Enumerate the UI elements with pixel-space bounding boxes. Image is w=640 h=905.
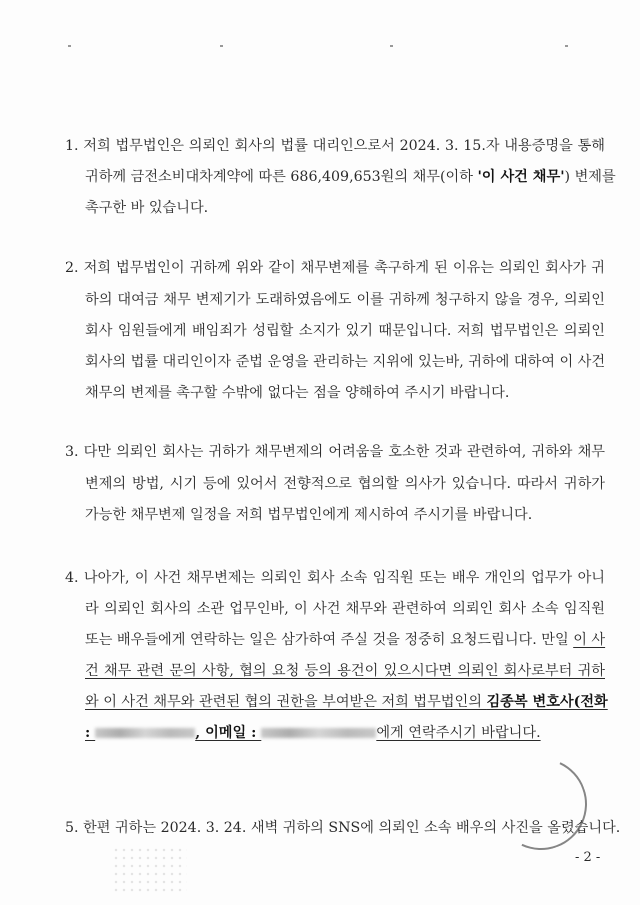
text: 귀하께 금전소비대차계약에 따른 686,409,653원의 채무(이하 (85, 169, 478, 185)
para-1-line: 1. 저희 법무법인은 의뢰인 회사의 법률 대리인으로서 2024. 3. 15.자 내용증명을 통해 (65, 138, 605, 154)
para-5-line: 5. 한편 귀하는 2024. 3. 24. 새벽 귀하의 SNS에 의뢰인 소속 배우의 사진을 올렸습니다. (65, 820, 621, 836)
scan-marks (60, 45, 580, 49)
para-4-line (85, 692, 608, 712)
lawyer-name: 김종복 변호사(전화 (486, 694, 608, 710)
para-1-line (85, 167, 616, 187)
colon: : (85, 725, 96, 741)
para-2-line: 2. 저희 법무법인이 귀하께 위와 같이 채무변제를 촉구하게 된 이유는 의뢰인 회사가 귀 (65, 260, 605, 276)
para-2-line: 회사 임원들에게 배임죄가 성립할 소지가 있기 때문입니다. 저희 법무법인은 의뢰인 (85, 323, 605, 339)
para-2-line: 회사의 법률 대리인이자 준법 운영을 관리하는 지위에 있는바, 귀하에 대하여 이 사건 (85, 354, 606, 370)
underlined-text: 이 사 (573, 632, 606, 648)
para-4-line: 라 의뢰인 회사의 소관 업무인바, 이 사건 채무와 관련하여 의뢰인 회사 소속 임직원 (85, 601, 605, 617)
text: 에게 연락주시기 바랍니다. (376, 725, 541, 741)
para-3-line: 변제의 방법, 시기 등에 있어서 전향적으로 협의할 의사가 있습니다. 따라서 귀하가 (85, 476, 605, 492)
para-4-line: 4. 나아가, 이 사건 채무변제는 의뢰인 회사 소속 임직원 또는 배우 개인의 업무가 아니 (65, 570, 605, 586)
seal-stamp (482, 745, 600, 863)
para-4-line (85, 630, 605, 650)
watermark (112, 846, 187, 892)
text: 또는 배우들에게 연락하는 일은 삼가하여 주실 것을 정중히 요청드립니다. 만일 (85, 632, 574, 648)
para-3-line: 3. 다만 의뢰인 회사는 귀하가 채무변제의 어려움을 호소한 것과 관련하여, 귀하와 채무 (65, 444, 605, 460)
para-4-line: 건 채무 관련 문의 사항, 협의 요청 등의 용건이 있으시다면 의뢰인 회사로부터 귀하 (85, 663, 605, 679)
para-2-line: 채무의 변제를 촉구할 수밖에 없다는 점을 양해하여 주시기 바랍니다. (85, 385, 510, 401)
redacted-email (261, 728, 376, 738)
para-2-line: 하의 대여금 채무 변제기가 도래하였음에도 이를 귀하께 청구하지 않을 경우, 의뢰인 (85, 292, 605, 308)
para-1-line: 촉구한 바 있습니다. (85, 200, 209, 216)
para-3-line: 가능한 채무변제 일정을 저희 법무법인에게 제시하여 주시기를 바랍니다. (85, 507, 533, 523)
text: ) 변제를 (564, 169, 616, 185)
defined-term: '이 사건 채무' (477, 169, 565, 185)
page-number: - 2 - (575, 850, 601, 865)
text: 와 이 사건 채무와 관련된 협의 권한을 부여받은 저희 법무법인의 (85, 694, 487, 710)
para-4-line (85, 723, 605, 743)
redacted-phone (95, 728, 195, 738)
email-label: , 이메일 : (195, 725, 262, 741)
